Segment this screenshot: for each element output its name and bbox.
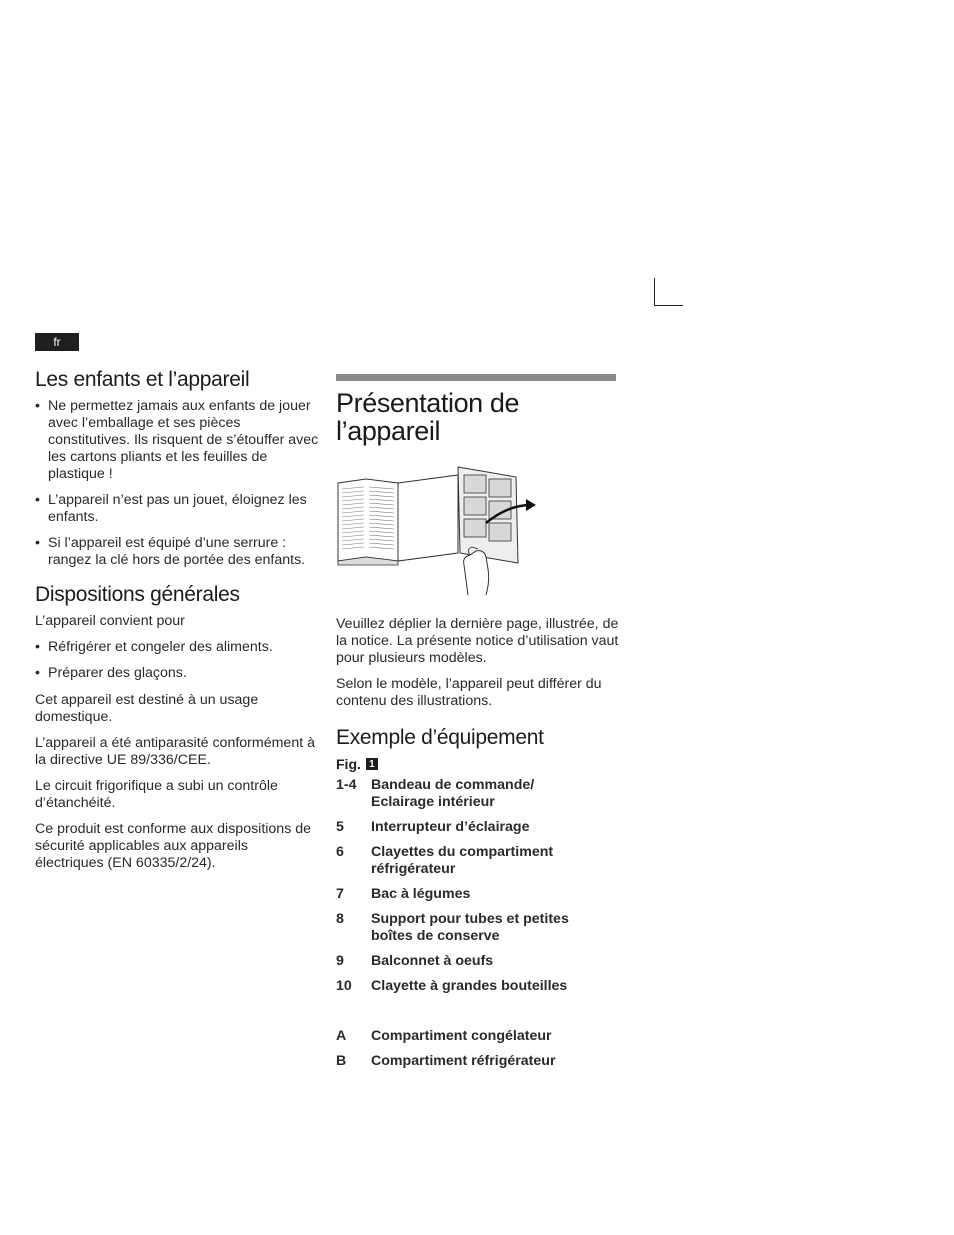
list-item: • L’appareil n’est pas un jouet, éloignez les enfants.: [35, 492, 320, 526]
list-item: • Ne permettez jamais aux enfants de jouer avec l’emballage et ses pièces constitutives. Ils risquent de s’étouffer avec les cartons pliants et les feuilles de plastique !: [35, 398, 320, 483]
item-text: Compartiment congélateur: [371, 1028, 552, 1044]
list-item: [336, 844, 621, 878]
list-item: [336, 886, 621, 903]
figure-reference: [336, 756, 621, 772]
page-title: [336, 389, 621, 445]
general-paragraph: Le circuit frigorifique a subi un contrôle d’étanchéité.: [35, 778, 278, 811]
section-bar: [336, 374, 616, 381]
item-letter: B: [336, 1053, 347, 1069]
list-item: • Préparer des glaçons.: [35, 665, 320, 682]
item-text: Interrupteur d’éclairage: [371, 819, 530, 835]
figure-number-badge: 1: [366, 758, 378, 770]
crop-corner-mark: [654, 278, 683, 306]
general-paragraph: L’appareil a été antiparasité conformément à la directive UE 89/336/CEE.: [35, 735, 315, 768]
language-tab: fr: [35, 333, 79, 351]
item-text: Compartiment réfrigérateur: [371, 1053, 556, 1069]
item-number: 9: [336, 953, 344, 969]
list-item: [336, 819, 621, 836]
item-text: Bandeau de commande/ Eclairage intérieur: [371, 777, 535, 810]
page-title-line1: Présentation de: [336, 388, 520, 418]
item-letter: A: [336, 1028, 347, 1044]
item-number: 6: [336, 844, 344, 860]
general-bullets: [35, 639, 320, 682]
list-item: [336, 1028, 621, 1045]
list-item: [336, 1053, 621, 1070]
item-text: Bac à légumes: [371, 886, 471, 902]
general-paragraph: Cet appareil est destiné à un usage domestique.: [35, 692, 259, 725]
equipment-heading: Exemple d’équipement: [336, 726, 544, 749]
middle-column: [336, 374, 621, 1078]
unfolding-manual-illustration: [336, 465, 546, 595]
list-item: [336, 777, 621, 811]
item-number: 8: [336, 911, 344, 927]
list-item: [336, 978, 621, 995]
item-number: 10: [336, 978, 352, 994]
item-text: Balconnet à oeufs: [371, 953, 494, 969]
general-intro: L’appareil convient pour: [35, 613, 185, 629]
list-item: • Si l’appareil est équipé d’une serrure : rangez la clé hors de portée des enfants.: [35, 535, 320, 569]
figure-label: Fig.: [336, 756, 361, 772]
page-title-line2: l’appareil: [336, 416, 441, 446]
intro-paragraph: Selon le modèle, l’appareil peut différer du contenu des illustrations.: [336, 676, 602, 709]
list-spacer: [336, 1003, 621, 1028]
item-text: Clayette à grandes bouteilles: [371, 978, 568, 994]
list-item: [336, 953, 621, 970]
list-item: • Réfrigérer et congeler des aliments.: [35, 639, 320, 656]
item-number: 1-4: [336, 777, 357, 793]
item-number: 5: [336, 819, 344, 835]
item-text: Clayettes du compartiment réfrigérateur: [371, 844, 554, 877]
children-bullets: [35, 398, 320, 569]
children-heading: Les enfants et l’appareil: [35, 368, 250, 391]
general-heading: Dispositions générales: [35, 583, 240, 606]
list-item: [336, 911, 621, 945]
left-column: [35, 368, 320, 881]
intro-paragraph: Veuillez déplier la dernière page, illustrée, de la notice. La présente notice d’utilisation vaut pour plusieurs modèles.: [336, 616, 619, 666]
general-paragraph: Ce produit est conforme aux dispositions de sécurité applicables aux appareils électriques (EN 60335/2/24).: [35, 821, 312, 871]
item-text: Support pour tubes et petites boîtes de conserve: [371, 911, 569, 944]
item-number: 7: [336, 886, 344, 902]
